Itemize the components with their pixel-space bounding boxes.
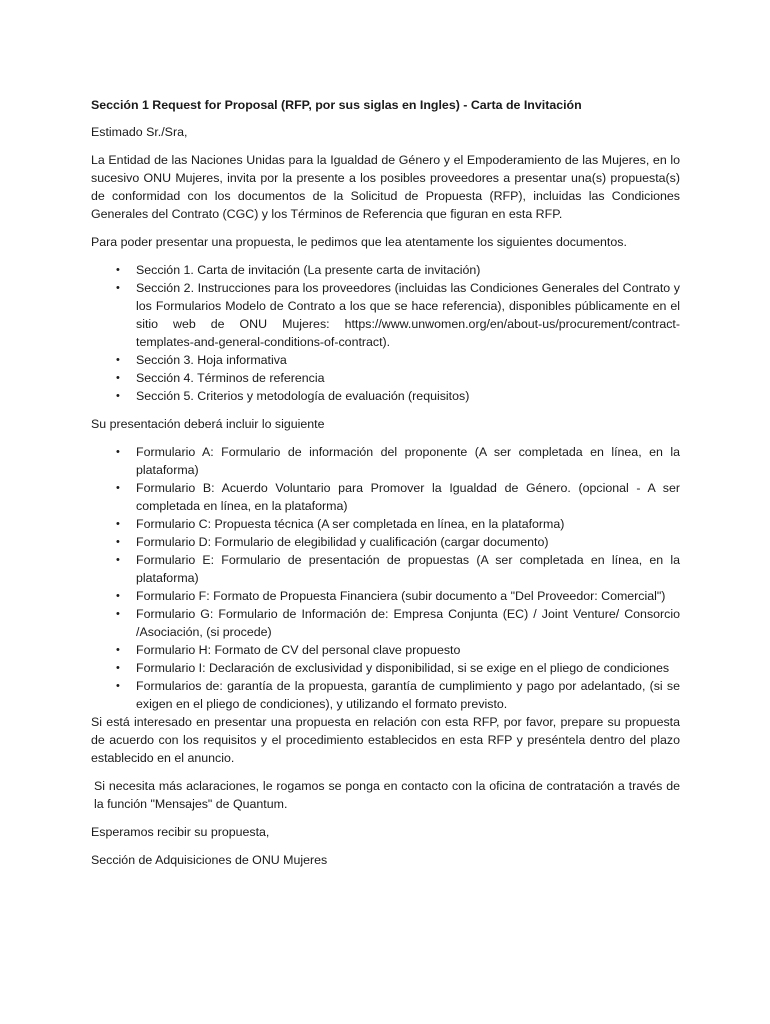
list-item: • Formulario A: Formulario de información del proponente (A ser completada en línea, en la plataforma) bbox=[116, 445, 680, 477]
list-item: • Formulario F: Formato de Propuesta Financiera (subir documento a "Del Proveedor: Comercial") bbox=[116, 589, 666, 603]
list-item: • Formulario E: Formulario de presentación de propuestas (A ser completada en línea, en la plataforma) bbox=[116, 553, 680, 585]
bullet-icon: • bbox=[116, 446, 120, 458]
bullet-icon: • bbox=[116, 372, 120, 384]
contact-paragraph: Si necesita más aclaraciones, le rogamos se ponga en contacto con la oficina de contratación a través de la función "Mensajes" de Quantum. bbox=[94, 779, 680, 811]
interest-paragraph: Si está interesado en presentar una propuesta en relación con esta RFP, por favor, prepare su propuesta de acuerdo con los requisitos y el procedimiento establecidos en esta RFP y preséntela dentro del plazo establecido en el anuncio. bbox=[91, 715, 680, 765]
list-item: • Formulario H: Formato de CV del personal clave propuesto bbox=[116, 643, 461, 657]
submission-intro: Su presentación deberá incluir lo siguiente bbox=[91, 417, 325, 431]
bullet-icon: • bbox=[116, 644, 120, 656]
bullet-icon: • bbox=[116, 518, 120, 530]
list-item: • Formulario B: Acuerdo Voluntario para Promover la Igualdad de Género. (opcional - A ser completada en línea, en la plataforma) bbox=[116, 481, 680, 513]
list-item: • Sección 1. Carta de invitación (La presente carta de invitación) bbox=[116, 263, 481, 277]
bullet-icon: • bbox=[116, 354, 120, 366]
list-item: • Sección 2. Instrucciones para los proveedores (incluidas las Condiciones Generales del Contrato y los Formularios Modelo de Contrato a los que se hace referencia), disponibles públicamente en el sitio web de ONU Mujeres: https://www.unwomen.org/en/about-us/procurement/contract-templates-and-general-conditions-of-contract). bbox=[116, 281, 680, 349]
list-item: • Sección 4. Términos de referencia bbox=[116, 371, 325, 385]
list-item: • Sección 5. Criterios y metodología de evaluación (requisitos) bbox=[116, 389, 470, 403]
bullet-icon: • bbox=[116, 680, 120, 692]
bullet-icon: • bbox=[116, 662, 120, 674]
intro-paragraph: La Entidad de las Naciones Unidas para la Igualdad de Género y el Empoderamiento de las Mujeres, en lo sucesivo ONU Mujeres, invita por la presente a los posibles proveedores a presentar una(s) propuesta(s) de conformidad con los documentos de la Solicitud de Propuesta (RFP), incluidas las Condiciones Generales del Contrato (CGC) y los Términos de Referencia que figuran en esta RFP. bbox=[91, 153, 680, 221]
forms-list bbox=[91, 443, 680, 713]
signature: Sección de Adquisiciones de ONU Mujeres bbox=[91, 853, 328, 867]
bullet-icon: • bbox=[116, 282, 120, 294]
bullet-icon: • bbox=[116, 590, 120, 602]
greeting: Estimado Sr./Sra, bbox=[91, 125, 188, 139]
list-item: • Sección 3. Hoja informativa bbox=[116, 353, 287, 367]
bullet-icon: • bbox=[116, 536, 120, 548]
bullet-icon: • bbox=[116, 554, 120, 566]
list-item: • Formulario I: Declaración de exclusividad y disponibilidad, si se exige en el pliego de condiciones bbox=[116, 661, 670, 675]
bullet-icon: • bbox=[116, 390, 120, 402]
documents-list bbox=[91, 261, 680, 405]
list-item: • Formulario G: Formulario de Información de: Empresa Conjunta (EC) / Joint Venture/ Consorcio /Asociación, (si procede) bbox=[116, 607, 680, 639]
list-item: • Formulario C: Propuesta técnica (A ser completada en línea, en la plataforma) bbox=[116, 517, 565, 531]
list-item: • Formulario D: Formulario de elegibilidad y cualificación (cargar documento) bbox=[116, 535, 549, 549]
read-documents-intro: Para poder presentar una propuesta, le pedimos que lea atentamente los siguientes documentos. bbox=[91, 235, 627, 249]
bullet-icon: • bbox=[116, 482, 120, 494]
section-heading: Sección 1 Request for Proposal (RFP, por sus siglas en Ingles) - Carta de Invitación bbox=[91, 98, 582, 112]
list-item: • Formularios de: garantía de la propuesta, garantía de cumplimiento y pago por adelantado, (si se exigen en el pliego de condiciones), y utilizando el formato previsto. bbox=[116, 679, 680, 711]
closing-line: Esperamos recibir su propuesta, bbox=[91, 825, 270, 839]
bullet-icon: • bbox=[116, 608, 120, 620]
bullet-icon: • bbox=[116, 264, 120, 276]
letter-page bbox=[91, 96, 680, 879]
